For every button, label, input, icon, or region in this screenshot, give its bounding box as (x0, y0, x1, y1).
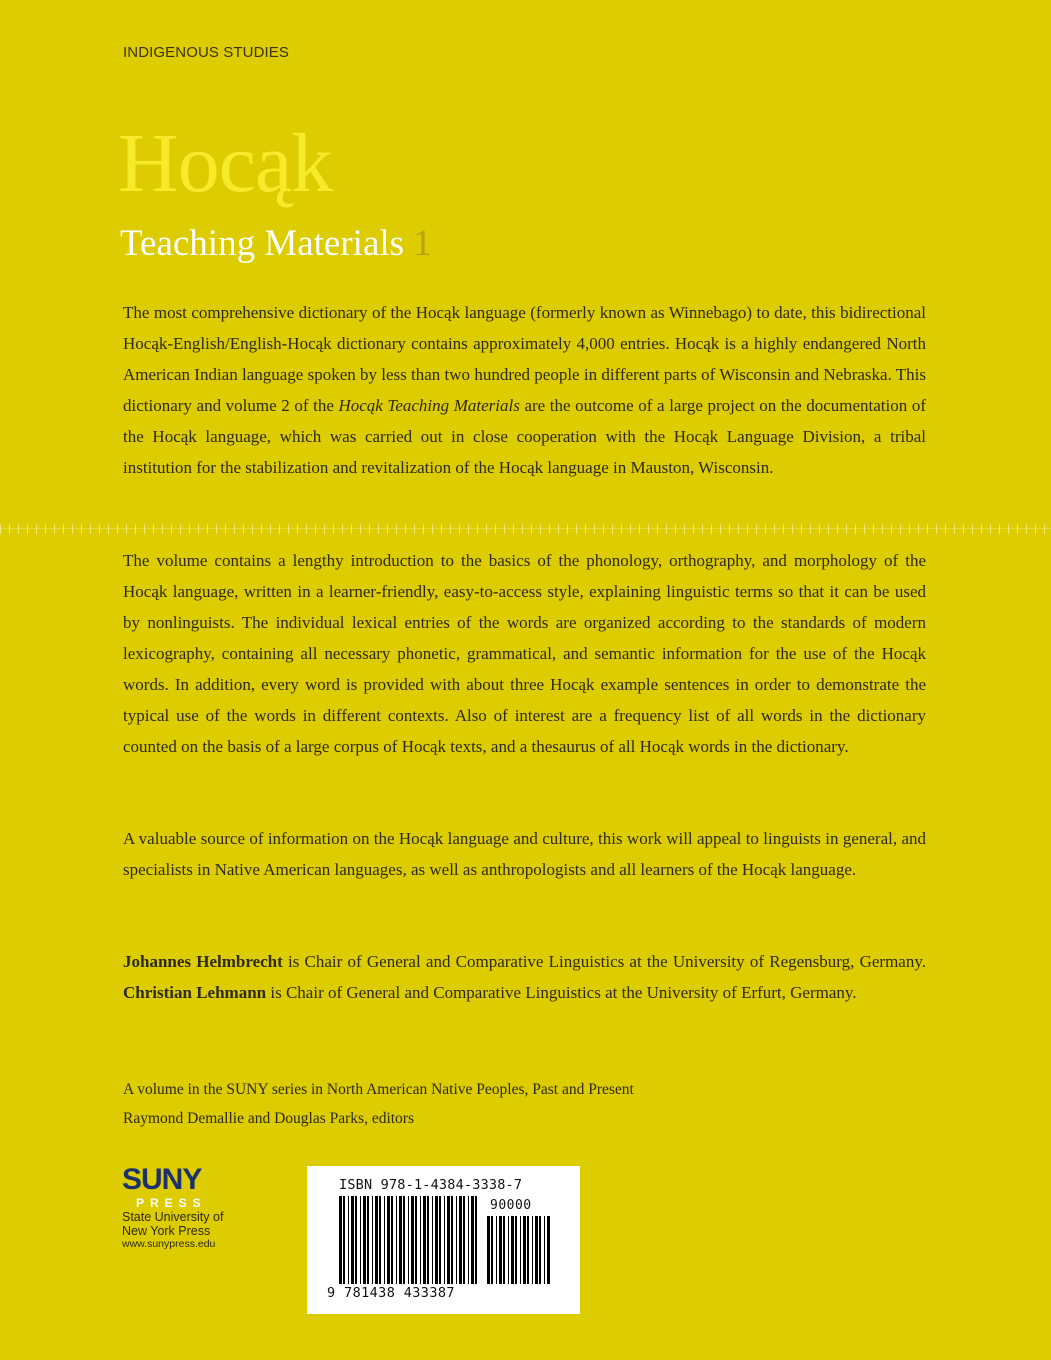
barcode-bar (387, 1196, 390, 1284)
book-subtitle (120, 225, 432, 262)
barcode-bar (339, 1196, 342, 1284)
barcode-bar (539, 1216, 541, 1284)
barcode-bar (468, 1196, 469, 1284)
barcode-bar (367, 1196, 369, 1284)
author2-name: Christian Lehmann (123, 983, 267, 1002)
isbn-barcode-box (307, 1166, 580, 1314)
barcode-bar (423, 1196, 426, 1284)
volume-number: 1 (413, 223, 432, 264)
barcode-bar (527, 1216, 529, 1284)
barcode-bar (503, 1216, 505, 1284)
author2-bio: is Chair of General and Comparative Linguistics at the University of Erfurt, Germany. (266, 983, 857, 1002)
description-paragraph-2: The volume contains a lengthy introduction to the basics of the phonology, orthography, and morphology of the Hocąk language, written in a learner-friendly, easy-to-access style, explaining linguistic terms so that it can be used by nonlinguists. The individual lexical entries of the words are organized according to the standards of modern lexicography, containing all necessary phonetic, grammatical, and semantic information for the use of the Hocąk words. In addition, every word is provided with about three Hocąk example sentences in order to demonstrate the typical use of the words in different contexts. Also of interest are a frequency list of all words in the dictionary counted on the basis of a large corpus of Hocąk texts, and a thesaurus of all Hocąk words in the dictionary. (123, 551, 926, 756)
series-note (123, 1075, 634, 1133)
p1-text-a: The most comprehensive dictionary of the Hocąk language (formerly known as Winnebago) to date, this bidirectional Hocąk-English/English-Hocąk dictionary contains approximately 4,000 entries. Hocąk is a highly endangered North American Indian language spoken by less than two hundred people in different parts of Wisconsin and Nebraska. This dictionary and volume 2 of the (123, 303, 926, 415)
barcode-bar (355, 1196, 357, 1284)
barcode-bar (515, 1216, 517, 1284)
barcode-bar (535, 1216, 538, 1284)
isbn-label: ISBN 978-1-4384-3338-7 (339, 1177, 523, 1193)
publisher-line-1: State University of (122, 1210, 224, 1224)
subtitle-text: Teaching Materials (120, 223, 405, 264)
barcode-bar (343, 1196, 345, 1284)
barcode-bar (439, 1196, 441, 1284)
suny-press-logo (122, 1165, 232, 1250)
barcode-bar (375, 1196, 378, 1284)
barcode-addon: 90000 (490, 1198, 532, 1213)
barcode-bar (403, 1196, 405, 1284)
barcode-bar (396, 1196, 397, 1284)
publisher-line-2: New York Press (122, 1224, 211, 1238)
logo-press: PRESS (136, 1196, 207, 1210)
barcode-bar (411, 1196, 414, 1284)
barcode-bar (360, 1196, 361, 1284)
decorative-dashed-rule (0, 524, 1051, 534)
author1-name: Johannes Helmbrecht (123, 952, 283, 971)
barcode-bar (363, 1196, 366, 1284)
barcode-bar (451, 1196, 453, 1284)
category-label: INDIGENOUS STUDIES (123, 44, 289, 61)
logo-wordmark: SUNY (122, 1163, 202, 1196)
barcode-bar (511, 1216, 514, 1284)
barcode-bar (499, 1216, 502, 1284)
publisher-url: www.sunypress.edu (122, 1238, 216, 1250)
book-title: Hocąk (118, 117, 333, 210)
barcode-bar (520, 1216, 521, 1284)
barcode-bar (463, 1196, 465, 1284)
barcode-bar (420, 1196, 421, 1284)
barcode-bar (456, 1196, 457, 1284)
p1-text-b: are the outcome of a large project on the documentation of the Hocąk language, which was carried out in close cooperation with the Hocąk Language Division, a tribal institution for the stabilization and revitalization of the Hocąk language in Mauston, Wisconsin. (123, 396, 927, 477)
barcode-bar (391, 1196, 393, 1284)
barcode-bar (523, 1216, 526, 1284)
author-bios (123, 946, 926, 1008)
description-paragraph-3: A valuable source of information on the Hocąk language and culture, this work will appeal to linguists in general, and specialists in Native American languages, as well as anthropologists and all learners of the Hocąk language. (123, 829, 926, 879)
barcode-bar (475, 1196, 477, 1284)
barcode-bar (351, 1196, 354, 1284)
p1-italic-title: Hocąk Teaching Materials (338, 396, 520, 415)
barcode-bar (532, 1216, 533, 1284)
barcode-bar (491, 1216, 493, 1284)
series-line-2: Raymond Demallie and Douglas Parks, editors (123, 1110, 415, 1127)
author1-bio: is Chair of General and Comparative Linguistics at the University of Regensburg, Germany. (282, 952, 926, 971)
barcode-bar (444, 1196, 445, 1284)
barcode-bar (435, 1196, 438, 1284)
barcode-bar (471, 1196, 474, 1284)
barcode-bars (339, 1196, 554, 1288)
barcode-digits: 9 781438 433387 (327, 1285, 455, 1301)
barcode-bar (508, 1216, 509, 1284)
barcode-bar (427, 1196, 429, 1284)
description-paragraph-1 (123, 297, 926, 483)
barcode-bar (547, 1216, 550, 1284)
barcode-bar (544, 1216, 545, 1284)
barcode-bar (379, 1196, 381, 1284)
barcode-bar (415, 1196, 417, 1284)
barcode-bar (348, 1196, 349, 1284)
barcode-bar (459, 1196, 462, 1284)
barcode-bar (372, 1196, 373, 1284)
barcode-bar (487, 1216, 490, 1284)
barcode-bar (432, 1196, 433, 1284)
series-line-1: A volume in the SUNY series in North American Native Peoples, Past and Present (123, 1081, 634, 1098)
barcode-bar (447, 1196, 450, 1284)
barcode-bar (496, 1216, 497, 1284)
barcode-bar (399, 1196, 402, 1284)
barcode-bar (408, 1196, 409, 1284)
barcode-bar (384, 1196, 385, 1284)
